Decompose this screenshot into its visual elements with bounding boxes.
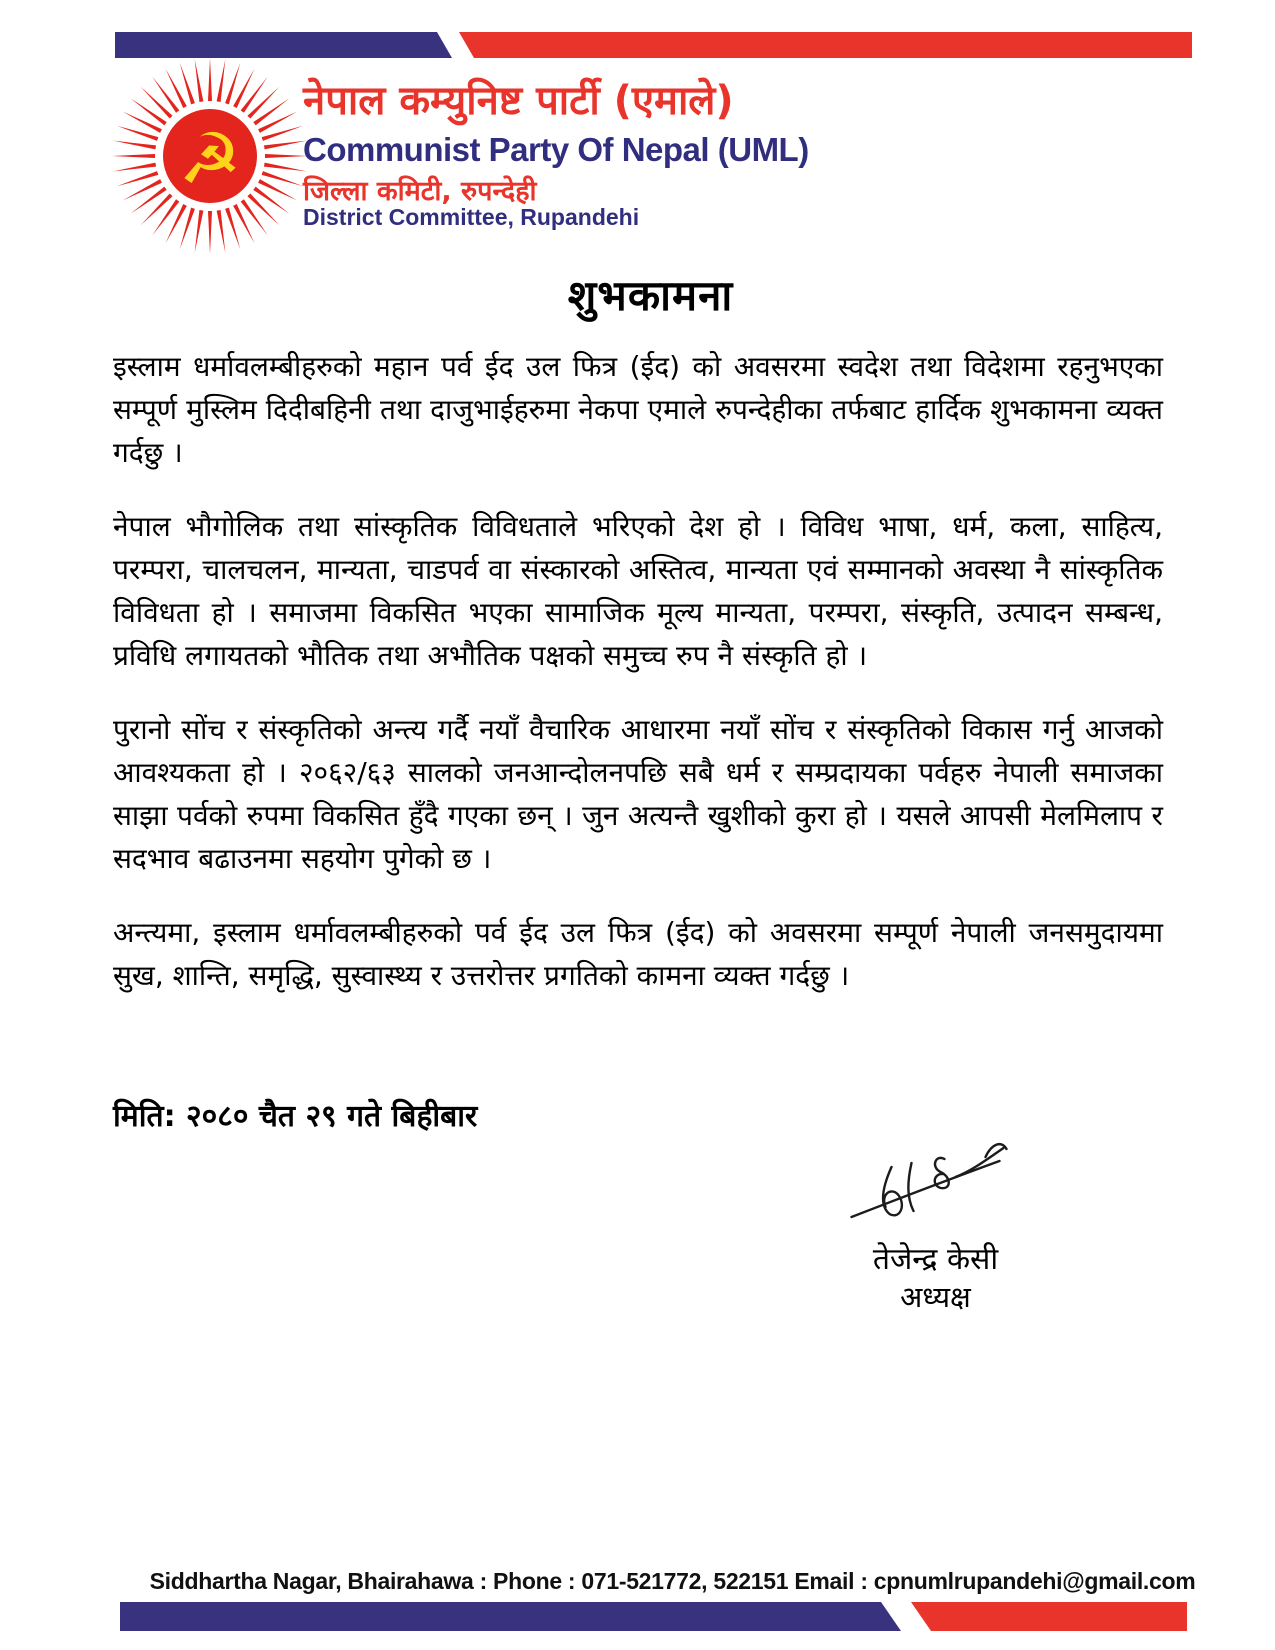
letter-body [113, 345, 1163, 1028]
top-banner-bar [0, 0, 1275, 62]
committee-name-nepali: जिल्ला कमिटी, रुपन्देही [303, 176, 537, 207]
bottom-banner-bar [0, 1601, 1275, 1633]
paragraph-1: इस्लाम धर्मावलम्बीहरुको महान पर्व ईद उल फित्र (ईद) को अवसरमा स्वदेश तथा विदेशमा रहनुभएका सम्पूर्ण मुस्लिम दिदीबहिनी तथा दाजुभाईहरुमा नेकपा एमाले रुपन्देहीका तर्फबाट हार्दिक शुभकामना व्यक्त गर्दछु । [113, 350, 1163, 469]
party-name-nepali: नेपाल कम्युनिष्ट पार्टी (एमाले) [303, 78, 734, 124]
top-bar-blue-segment [115, 32, 452, 58]
top-bar-red-segment [459, 32, 1192, 58]
date-line: मिति: २०८० चैत २९ गते बिहीबार [113, 1099, 478, 1134]
committee-name-english: District Committee, Rupandehi [303, 204, 640, 230]
signature-scribble [845, 1133, 1020, 1243]
paragraph-2: नेपाल भौगोलिक तथा सांस्कृतिक विविधताले भरिएको देश हो । विविध भाषा, धर्म, कला, साहित्य, परम्परा, चालचलन, मान्यता, चाडपर्व वा संस्कारको अस्तित्व, मान्यता एवं सम्मानको अवस्था नै सांस्कृतिक विविधता हो । समाजमा विकसित भएका सामाजिक मूल्य मान्यता, परम्परा, संस्कृति, उत्पादन सम्बन्ध, प्रविधि लगायतको भौतिक तथा अभौतिक पक्षको समुच्च रुप नै संस्कृति हो । [113, 510, 1163, 672]
footer-contact-line: Siddhartha Nagar, Bhairahawa : Phone : 071-521772, 522151 Email : cpnumlrupandehi@gmail.com [149, 1568, 1196, 1594]
signatory-name: तेजेन्द्र केसी [872, 1242, 999, 1277]
paragraph-3: पुरानो सोंच र संस्कृतिको अन्त्य गर्दै नयाँ वैचारिक आधारमा नयाँ सोंच र संस्कृतिको विकास गर्नु आजको आवश्यकता हो । २०६२/६३ सालको जनआन्दोलनपछि सबै धर्म र सम्प्रदायका पर्वहरु नेपाली समाजका साझा पर्वको रुपमा विकसित हुँदै गएका छन् । जुन अत्यन्तै खुशीको कुरा हो । यसले आपसी मेलमिलाप र सदभाव बढाउनमा सहयोग पुगेको छ । [113, 713, 1163, 875]
party-emblem-sun-icon [103, 56, 317, 256]
party-name-english: Communist Party Of Nepal (UML) [303, 131, 809, 168]
letter-title: शुभकामना [567, 271, 734, 320]
bottom-bar-red-segment [911, 1602, 1187, 1631]
hammer-sickle-icon: ☭ [178, 118, 242, 200]
signatory-position: अध्यक्ष [900, 1280, 971, 1314]
bottom-bar-blue-segment [120, 1602, 901, 1631]
paragraph-4: अन्त्यमा, इस्लाम धर्मावलम्बीहरुको पर्व ईद उल फित्र (ईद) को अवसरमा सम्पूर्ण नेपाली जनसमुदायमा सुख, शान्ति, समृद्धि, सुस्वास्थ्य र उत्तरोत्तर प्रगतिको कामना व्यक्त गर्दछु । [113, 916, 1163, 992]
